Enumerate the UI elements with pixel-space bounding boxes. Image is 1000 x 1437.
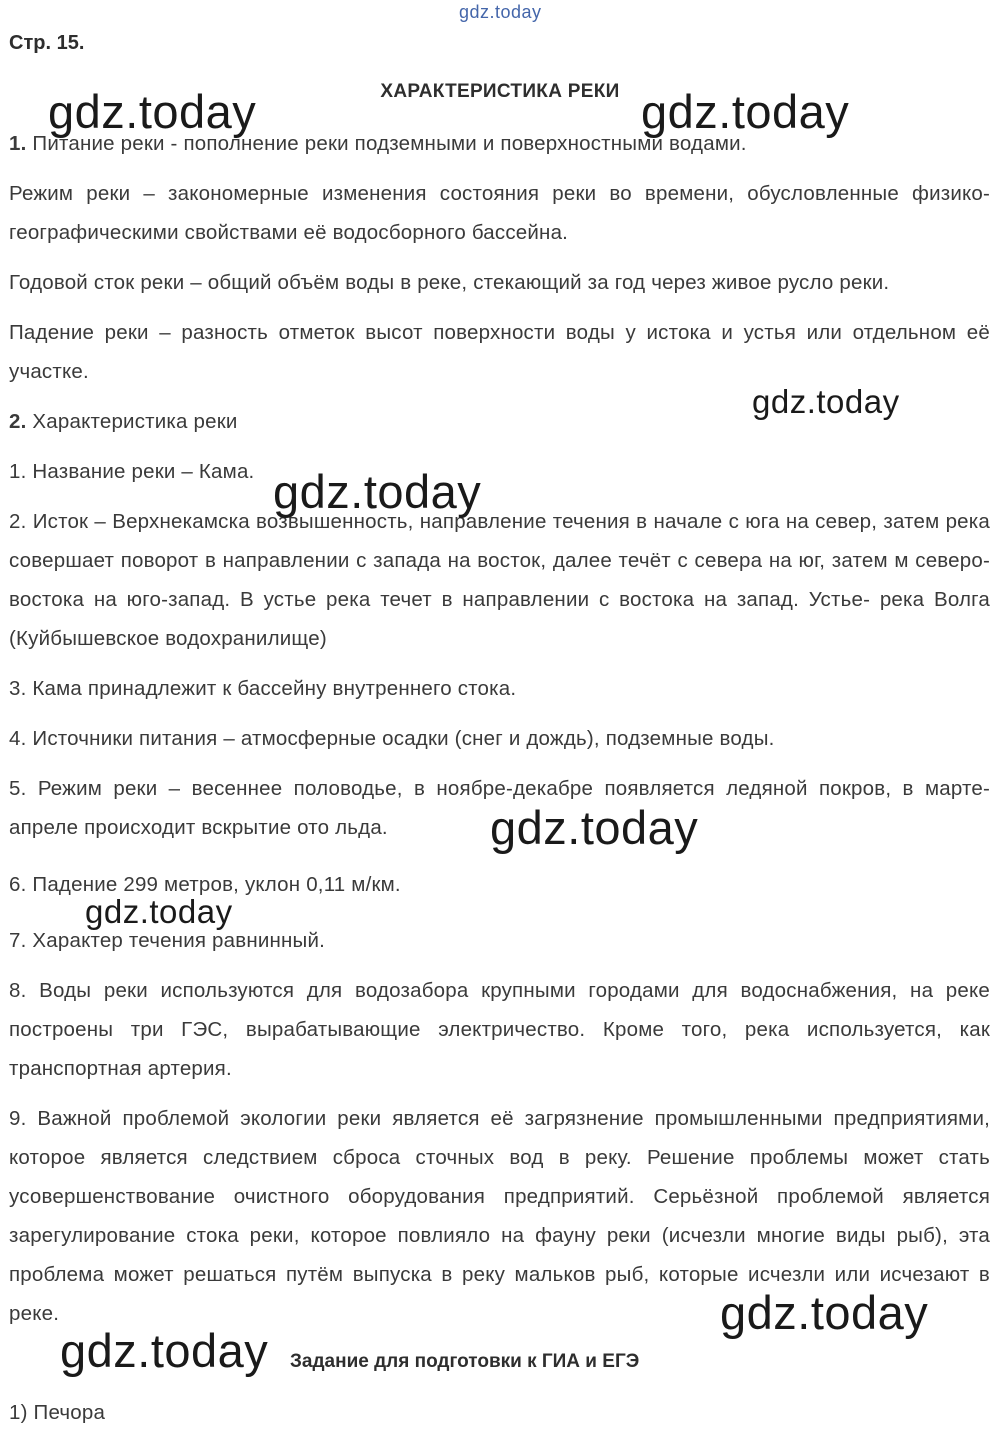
watermark-top: gdz.today [459, 2, 542, 22]
list-item: 6. Падение 299 метров, уклон 0,11 м/км. [9, 873, 401, 896]
list-item: 3. Кама принадлежит к бассейну внутреннего стока. [9, 677, 517, 700]
section2-number: 2. [9, 410, 27, 433]
section1-number: 1. [9, 132, 27, 155]
list-item: 5. Режим реки – весеннее половодье, в ноябре-декабре появляется ледяной покров, в марте-апреле происходит вскрытие ото льда. [9, 777, 990, 839]
list-item: 7. Характер течения равнинный. [9, 929, 326, 952]
exam-heading: Задание для подготовки к ГИА и ЕГЭ [290, 1351, 640, 1372]
exam-answer: 1) Печора [9, 1401, 106, 1424]
list-item: 4. Источники питания – атмосферные осадки (снег и дождь), подземные воды. [9, 727, 775, 750]
list-item: 2. Исток – Верхнекамска возвышенность, направление течения в начале с юга на север, затем река совершает поворот в направлении с запада на восток, далее течёт с севера на юг, затем м северо-востока на юго-запад. В устье река течет в направлении с востока на запад. Устье- река Волга (Куйбышевское водохранилище) [9, 510, 990, 650]
watermark: gdz.today [752, 383, 900, 420]
section2-heading: Характеристика реки [32, 410, 238, 433]
watermark: gdz.today [85, 893, 233, 930]
page-title: ХАРАКТЕРИСТИКА РЕКИ [380, 81, 620, 102]
definition-runoff: Годовой сток реки – общий объём воды в реке, стекающий за год через живое русло реки. [9, 271, 890, 294]
definition-regime: Режим реки – закономерные изменения состояния реки во времени, обусловленные физико-географическими свойствами её водосборного бассейна. [9, 182, 990, 244]
definition-fall: Падение реки – разность отметок высот поверхности воды у истока и устья или отдельном её участке. [9, 321, 990, 383]
watermark: gdz.today [60, 1324, 269, 1377]
watermark: gdz.today [48, 85, 257, 138]
list-item: 8. Воды реки используются для водозабора крупными городами для водоснабжения, на реке построены три ГЭС, вырабатывающие электричество. Кроме того, река используется, как транспортная артерия. [9, 979, 990, 1080]
definition-feeding: Питание реки - пополнение реки подземными и поверхностными водами. [32, 132, 747, 155]
watermark: gdz.today [490, 801, 699, 854]
list-item: 9. Важной проблемой экологии реки является её загрязнение промышленными предприятиями, которое является следствием сброса сточных вод в реку. Решение проблемы может стать усовершенствование очистного оборудования предприятий. Серьёзной проблемой является зарегулирование стока реки, которое повлияло на фауну реки (исчезли многие виды рыб), эта проблема может решаться путём выпуска в реку мальков рыб, которые исчезли или исчезают в реке. [9, 1107, 990, 1325]
page-number: Стр. 15. [9, 32, 85, 54]
watermark: gdz.today [273, 465, 482, 518]
list-item: 1. Название реки – Кама. [9, 460, 255, 483]
watermark: gdz.today [720, 1286, 929, 1339]
watermark: gdz.today [641, 85, 850, 138]
